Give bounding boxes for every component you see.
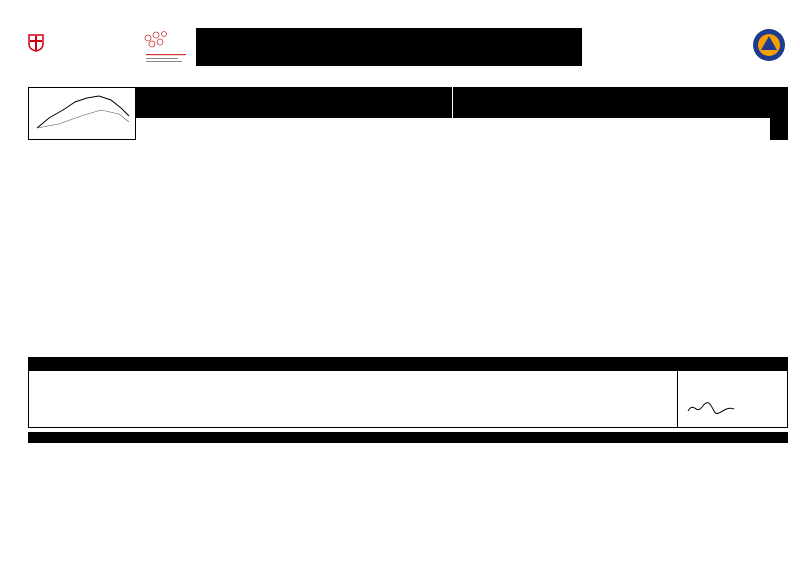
- title-box: [196, 28, 582, 66]
- signature-icon: [686, 401, 736, 415]
- protezione-civile-logo: [752, 28, 786, 62]
- liguria-map-icon: [29, 88, 135, 139]
- tendenza-header: [770, 87, 788, 140]
- arpal-logo: [28, 34, 48, 52]
- liguria-zone-map: [28, 87, 136, 140]
- legend-header: [506, 432, 788, 443]
- firma-header: [678, 357, 788, 370]
- firma-box: [678, 370, 788, 428]
- regione-liguria-logo: [138, 30, 190, 68]
- liguria-shield-icon: [28, 34, 44, 52]
- info-text: [28, 370, 678, 428]
- info-header: [28, 357, 788, 370]
- info-header-title: [28, 357, 678, 370]
- tomorrow-header: [453, 87, 770, 118]
- today-header: [136, 87, 453, 118]
- levels-header-title: [28, 432, 506, 443]
- levels-header: [28, 432, 788, 443]
